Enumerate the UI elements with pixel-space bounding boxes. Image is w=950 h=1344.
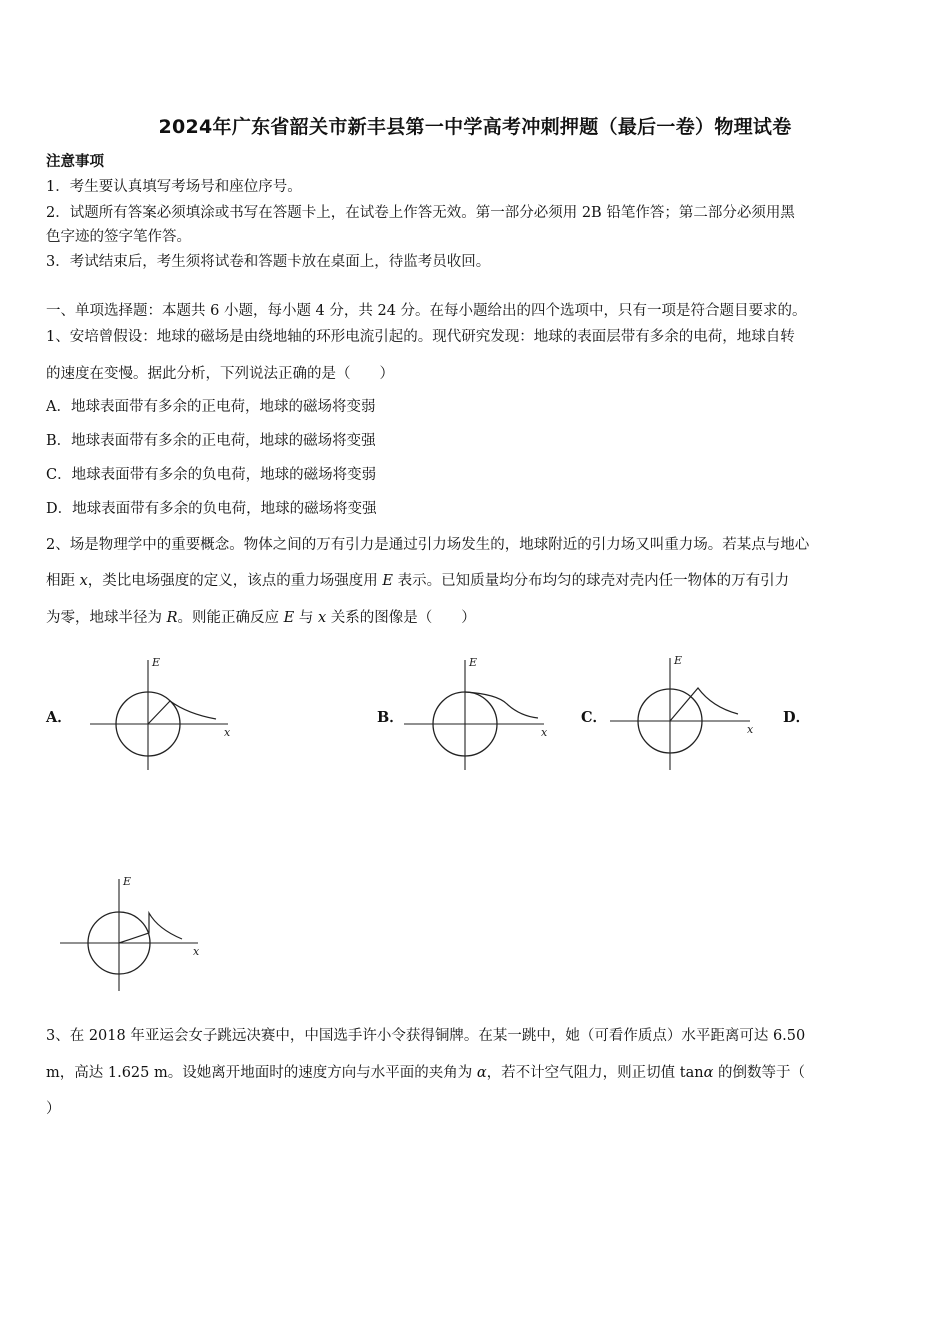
- field-curve: [465, 692, 538, 718]
- option-a-label: A．: [46, 709, 72, 726]
- graph-option-a: [88, 652, 238, 774]
- y-axis-label: E: [123, 875, 132, 888]
- graph-option-c: [608, 652, 758, 774]
- question-1-option-c: C．地球表面带有多余的负电荷，地球的磁场将变弱: [46, 467, 377, 483]
- question-3-line-3: ）: [46, 1101, 61, 1117]
- y-axis-label: E: [469, 656, 478, 669]
- y-axis-label: E: [674, 654, 683, 667]
- field-curve: [670, 688, 738, 721]
- question-1-option-a: A．地球表面带有多余的正电荷，地球的磁场将变弱: [46, 399, 376, 415]
- question-2-line-1: 2、场是物理学中的重要概念。物体之间的万有引力是通过引力场发生的，地球附近的引力场又叫重力场。若某点与地心: [46, 537, 810, 553]
- x-axis-label: x: [224, 726, 231, 739]
- graph-option-b: [402, 652, 552, 774]
- graph-option-d: [58, 873, 208, 995]
- question-1-option-b: B．地球表面带有多余的正电荷，地球的磁场将变强: [46, 433, 376, 449]
- notice-item-1: 1．考生要认真填写考场号和座位序号。: [46, 179, 302, 195]
- question-1-option-d: D．地球表面带有多余的负电荷，地球的磁场将变强: [46, 501, 377, 517]
- x-axis-label: x: [747, 723, 754, 736]
- x-axis-label: x: [541, 726, 548, 739]
- notice-item-2-line-2: 色字迹的签字笔作答。: [46, 229, 191, 245]
- y-axis-label: E: [152, 656, 161, 669]
- x-axis-label: x: [193, 945, 200, 958]
- field-curve: [119, 913, 182, 943]
- field-curve: [148, 701, 216, 724]
- question-2-line-3: 为零，地球半径为 R。则能正确反应 E 与 x 关系的图像是（ ）: [46, 610, 476, 626]
- option-d-label: D．: [783, 709, 811, 726]
- question-1-line-2: 的速度在变慢。据此分析，下列说法正确的是（ ）: [46, 366, 394, 382]
- notice-heading: 注意事项: [46, 153, 104, 170]
- option-c-label: C．: [581, 709, 608, 726]
- notice-item-3: 3．考试结束后，考生须将试卷和答题卡放在桌面上，待监考员收回。: [46, 254, 491, 270]
- option-b-label: B．: [377, 709, 404, 726]
- question-1-line-1: 1、安培曾假设：地球的磁场是由绕地轴的环形电流引起的。现代研究发现：地球的表面层带有多余的电荷，地球自转: [46, 329, 795, 345]
- notice-item-2-line-1: 2．试题所有答案必须填涂或书写在答题卡上，在试卷上作答无效。第一部分必须用 2B 铅笔作答；第二部分必须用黑: [46, 205, 795, 221]
- section-1-heading: 一、单项选择题：本题共 6 小题，每小题 4 分，共 24 分。在每小题给出的四个选项中，只有一项是符合题目要求的。: [46, 303, 807, 319]
- question-3-line-2: m，高达 1.625 m。设她离开地面时的速度方向与水平面的夹角为 α，若不计空气阻力，则正切值 tanα 的倒数等于（: [46, 1065, 805, 1081]
- question-3-line-1: 3、在 2018 年亚运会女子跳远决赛中，中国选手许小令获得铜牌。在某一跳中，她（可看作质点）水平距离可达 6.50: [46, 1028, 806, 1044]
- question-2-line-2: 相距 x，类比电场强度的定义，该点的重力场强度用 E 表示。已知质量均分布均匀的球壳对壳内任一物体的万有引力: [46, 573, 790, 589]
- page-title: 2024年广东省韶关市新丰县第一中学高考冲刺押题（最后一卷）物理试卷: [158, 116, 792, 138]
